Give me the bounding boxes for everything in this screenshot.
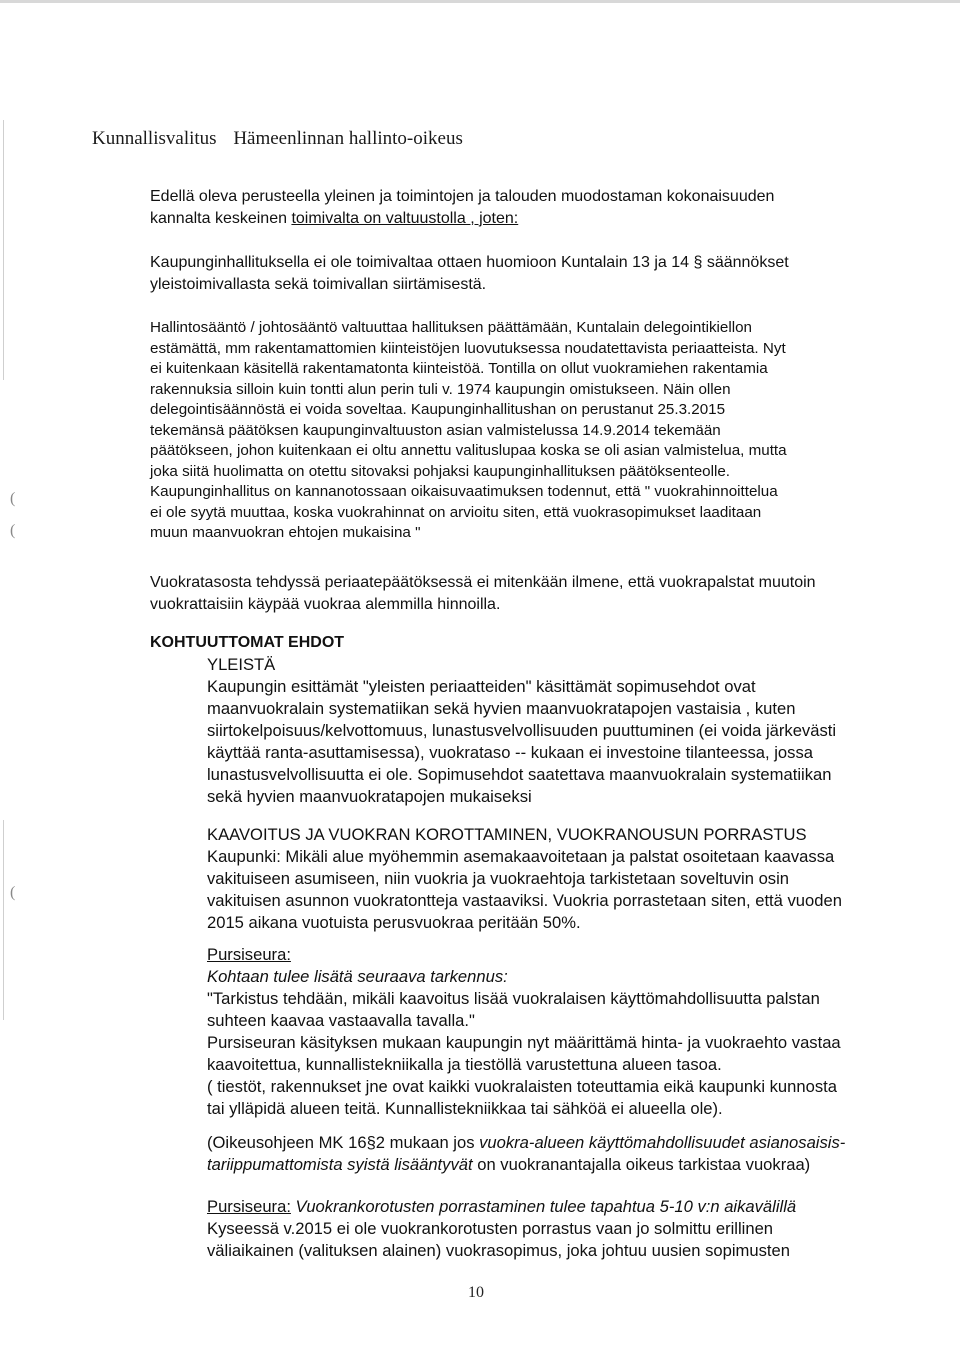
text-span: (Oikeusohjeen MK 16§2 mukaan jos <box>207 1133 480 1152</box>
text-line: vuokrattaisiin käypää vuokraa alemmilla hinnoilla. <box>150 595 501 613</box>
text-line: sekä hyvien maanvuokratapojen mukaiseksi <box>207 787 532 806</box>
italic-text: Vuokrankorotusten porrastaminen tulee tapahtua 5-10 v:n aikavälillä <box>290 1197 797 1216</box>
section-pursiseura-2 <box>207 1196 796 1262</box>
subsection-title: YLEISTÄ <box>207 655 276 674</box>
text-line: ei kuitenkaan käsitellä rakentamatonta kiinteistöä. Tontilla on ollut vuokramiehen rakentamia <box>150 360 768 377</box>
paragraph-1 <box>150 186 774 229</box>
text-line-italic: Kohtaan tulee lisätä seuraava tarkennus: <box>207 967 508 986</box>
text-line: päätökseen, johon kuitenkaan ei oltu annettu valituslupaa koska se oli asian valmistelua, mutta <box>150 442 787 459</box>
margin-mark: ( <box>10 884 16 901</box>
header-left: Kunnallisvalitus <box>92 128 217 149</box>
text-line: käyttää ranta-asuttamisessa), vuokrataso -- kukaan ei investoine tilanteessa, jossa <box>207 743 813 762</box>
underlined-text: Pursiseura: <box>207 1197 291 1216</box>
header-right: Hämeenlinnan hallinto-oikeus <box>233 128 463 149</box>
paragraph-2 <box>150 252 789 295</box>
section-title: KOHTUUTTOMAT EHDOT <box>150 634 345 651</box>
text-line: tai ylläpidä alueen teitä. Kunnallistekniikkaa tai sähköä ei alueella ole). <box>207 1099 723 1118</box>
text-line: Edellä oleva perusteella yleinen ja toimintojen ja talouden muodostaman kokonaisuuden <box>150 188 775 205</box>
text-line: väliaikainen (valituksen alainen) vuokrasopimus, joka johtuu uusien sopimusten <box>207 1241 790 1260</box>
italic-text: vuokra-alueen käyttömahdollisuudet asianosaisis- <box>479 1133 846 1152</box>
text-line: kaavoitettua, kunnallistekniikalla ja tiestöllä varustettuna alueen tasoa. <box>207 1055 722 1074</box>
section-yleista <box>207 654 836 808</box>
text-line: muun maanvuokran ehtojen mukaisina " <box>150 524 421 541</box>
legal-note <box>207 1132 845 1176</box>
text-line <box>150 208 774 230</box>
text-line: Vuokratasosta tehdyssä periaatepäätöksessä ei mitenkään ilmene, että vuokrapalstat muutoin <box>150 574 816 591</box>
text-line: yleistoimivallasta sekä toimivallan siirtämisestä. <box>150 275 487 293</box>
scan-edge <box>0 0 960 3</box>
text-line: tekemänsä päätöksen kaupunginvaltuuston asian valmistelussa 14.9.2014 tekemään <box>150 421 721 439</box>
text-line: "Tarkistus tehdään, mikäli kaavoitus lisää vuokralaisen käyttömahdollisuutta palstan <box>207 989 820 1008</box>
text-line: 2015 aikana vuotuista perusvuokraa peritään 50%. <box>207 913 581 932</box>
text-line <box>207 1132 845 1154</box>
text-line: vakituisen asunnon vuokratontteja vastaaviksi. Vuokria porrastetaan siten, että vuoden <box>207 891 842 910</box>
text-line <box>207 1196 796 1218</box>
margin-mark: ( <box>10 490 16 507</box>
text-line: Kaupunginhallitus on kannanotossaan oikaisuvaatimuksen todennut, että " vuokrahinnoittelua <box>150 483 778 500</box>
text-line: Kaupunki: Mikäli alue myöhemmin asemakaavoitetaan ja palstat osoitetaan kaavassa <box>207 847 835 866</box>
text-line: Pursiseuran käsityksen mukaan kaupungin nyt määrittämä hinta- ja vuokraehto vastaa <box>207 1033 841 1052</box>
subsection-title: Pursiseura: <box>207 945 291 964</box>
text-line: suhteen kaavaa vastaavalla tavalla." <box>207 1011 475 1030</box>
text-line: lunastusvelvollisuutta ei ole. Sopimusehdot saatettava maanvuokralain systematiikan <box>207 765 832 784</box>
scan-artifact-line <box>3 120 4 380</box>
text-line: Hallintosääntö / johtosääntö valtuuttaa hallituksen päättämään, Kuntalain delegointikiellon <box>150 319 753 336</box>
text-line: estämättä, mm rakentamattomien kiinteistöjen luovutuksessa noudatettavista periaatteista. Nyt <box>150 339 786 357</box>
text-line: Kaupungin esittämät "yleisten periaatteiden" käsittämät sopimusehdot ovat <box>207 677 756 696</box>
text-line: Kyseessä v.2015 ei ole vuokrankorotusten porrastus vaan jo solmittu erillinen <box>207 1219 774 1238</box>
page-number: 10 <box>468 1284 484 1301</box>
text-line: vakituiseen asumiseen, niin vuokria ja vuokraehtoja tarkistetaan soveltuvin osin <box>207 869 790 888</box>
section-pursiseura <box>207 944 841 1120</box>
underlined-text: toimivalta on valtuustolla , joten: <box>291 209 519 227</box>
text-line: ei ole syytä muuttaa, koska vuokrahinnat on arvioitu siten, että vuokrasopimukset laaditaan <box>150 503 762 521</box>
text-line: Kaupunginhallituksella ei ole toimivaltaa ottaen huomioon Kuntalain 13 ja 14 § säännökset <box>150 254 789 271</box>
scan-artifact-line <box>3 820 4 1020</box>
section-kaavoitus <box>207 824 842 934</box>
text-line <box>207 1154 845 1176</box>
page-header <box>92 128 463 150</box>
text-line: delegointisäännöstä ei voida soveltaa. Kaupunginhallitushan on perustanut 25.3.2015 <box>150 401 726 418</box>
text-line: maanvuokralain systematiikan sekä hyvien maanvuokratapojen vastaisia , kuten <box>207 699 796 718</box>
margin-mark: ( <box>10 522 16 539</box>
text-span: kannalta keskeinen <box>150 209 292 227</box>
paragraph-4 <box>150 572 816 615</box>
text-line: joka siitä huolimatta on otettu sitovaksi pohjaksi kaupunginhallituksen päätöksenteolle. <box>150 462 731 480</box>
text-line: siirtokelpoisuus/kelvottomuus, lunastusvelvollisuuden puuttuminen (ei voida järkevästi <box>207 721 837 740</box>
text-line: rakennuksia silloin kuin tontti alun perin tuli v. 1974 kaupungin omistukseen. Näin ollen <box>150 380 731 398</box>
text-span: on vuokranantajalla oikeus tarkistaa vuokraa) <box>472 1155 811 1174</box>
text-line: ( tiestöt, rakennukset jne ovat kaikki vuokralaisten toteuttamia eikä kaupunki kunnosta <box>207 1077 837 1096</box>
paragraph-3 <box>150 318 787 544</box>
subsection-title: KAAVOITUS JA VUOKRAN KOROTTAMINEN, VUOKRANOUSUN PORRASTUS <box>207 825 807 844</box>
italic-text: tariippumattomista syistä lisääntyvät <box>207 1155 473 1174</box>
